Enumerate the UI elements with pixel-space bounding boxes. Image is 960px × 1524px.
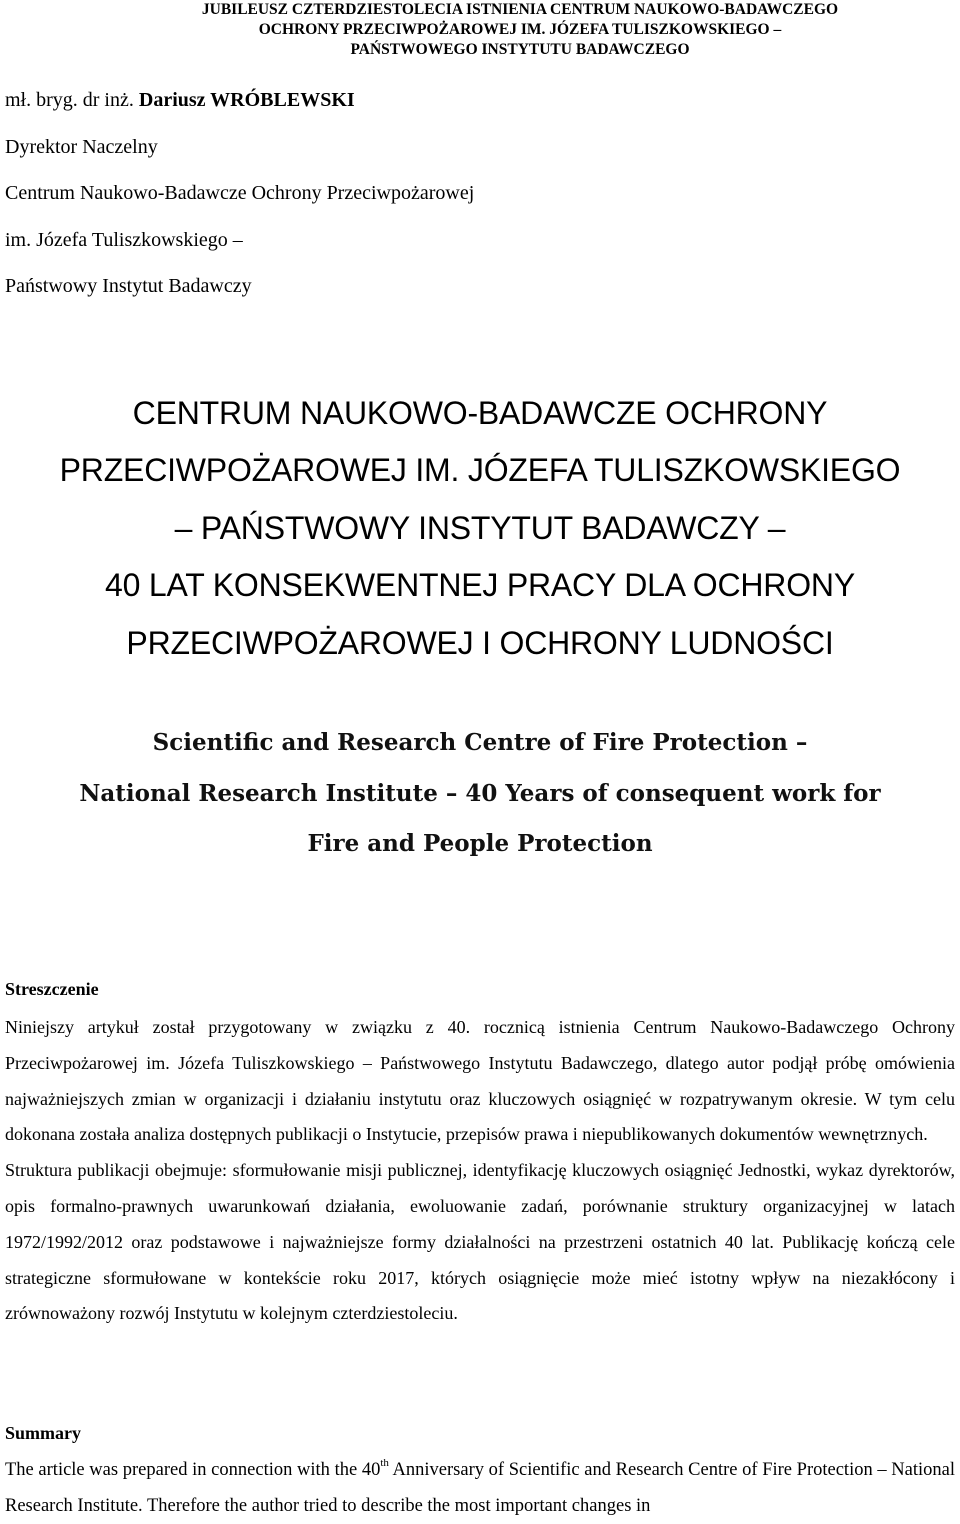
title-pl-line-4: 40 LAT KONSEKWENTNEJ PRACY DLA OCHRONY	[105, 567, 855, 604]
running-header-line-1: JUBILEUSZ CZTERDZIESTOLECIA ISTNIENIA CENTRUM NAUKOWO-BADAWCZEGO	[201, 1, 839, 18]
author-affiliation-3: Państwowy Instytut Badawczy	[5, 275, 252, 297]
running-header	[110, 0, 930, 60]
title-en-line-2: National Research Institute – 40 Years of consequent work for	[79, 779, 881, 807]
summary-text-start: The article was prepared in connection with the 40	[5, 1460, 381, 1480]
title-pl-line-3: – PAŃSTWOWY INSTYTUT BADAWCZY –	[174, 509, 786, 546]
summary-body	[5, 1452, 955, 1524]
abstract-paragraph-1: Niniejszy artykuł został przygotowany w związku z 40. rocznicą istnienia Centrum Naukowo-Badawczego Ochrony Przeciwpożarowej im. Józefa Tuliszkowskiego – Państwowego Instytutu Badawczego, dlatego autor podjął próbę omówienia najważniejszych zmian w organizacji i działaniu instytutu oraz kluczowych osiągnięć w rozpatrywanym okresie. W tym celu dokonana została analiza dostępnych publikacji o Instytucie, przepisów prawa i niepublikowanych dokumentów wewnętrznych.	[5, 1017, 955, 1145]
summary-heading: Summary	[5, 1423, 81, 1443]
title-pl-line-1: CENTRUM NAUKOWO-BADAWCZE OCHRONY	[132, 395, 828, 431]
author-position: Dyrektor Naczelny	[5, 135, 158, 158]
summary-paragraph	[5, 1452, 955, 1524]
article-title-english	[0, 718, 960, 870]
title-pl-line-2: PRZECIWPOŻAROWEJ IM. JÓZEFA TULISZKOWSKIEGO	[59, 452, 901, 489]
title-pl-line-5: PRZECIWPOŻAROWEJ I OCHRONY LUDNOŚCI	[126, 624, 834, 661]
abstract-body	[5, 1010, 955, 1332]
summary-superscript: th	[380, 1457, 389, 1469]
article-title-polish	[0, 385, 960, 672]
author-affiliation-2: im. Józefa Tuliszkowskiego –	[5, 228, 243, 251]
author-block	[5, 82, 474, 315]
summary-text-end: Anniversary of Scientific and Research Centre of Fire Protection – National Research Institute. Therefore the author tried to describe the most important changes in	[5, 1460, 955, 1516]
title-en-line-3: Fire and People Protection	[307, 830, 653, 857]
author-name-line	[5, 82, 474, 129]
abstract-paragraph-2: Struktura publikacji obejmuje: sformułowanie misji publicznej, identyfikację kluczowych osiągnięć Jednostki, wykaz dyrektorów, opis formalno-prawnych uwarunkowań działania, ewoluowanie zadań, porównanie struktury organizacyjnej w latach 1972/1992/2012 oraz podstawowe i najważniejsze formy działalności na przestrzeni ostatnich 40 lat. Publikację kończą cele strategiczne sformułowane w kontekście roku 2017, których osiągnięcie może mieć istotny wpływ na niezakłócony i zrównoważony rozwój Instytutu w kolejnym czterdziestoleciu.	[5, 1160, 955, 1324]
running-header-line-2: OCHRONY PRZECIWPOŻAROWEJ IM. JÓZEFA TULISZKOWSKIEGO –	[258, 21, 782, 38]
abstract-heading: Streszczenie	[5, 979, 99, 999]
running-header-line-3: PAŃSTWOWEGO INSTYTUTU BADAWCZEGO	[350, 41, 690, 58]
author-name: Dariusz WRÓBLEWSKI	[138, 89, 355, 111]
author-affiliation-1: Centrum Naukowo-Badawcze Ochrony Przeciwpożarowej	[5, 182, 475, 204]
author-rank: mł. bryg. dr inż.	[5, 89, 134, 111]
title-en-line-1: Scientific and Research Centre of Fire Protection –	[152, 729, 808, 756]
